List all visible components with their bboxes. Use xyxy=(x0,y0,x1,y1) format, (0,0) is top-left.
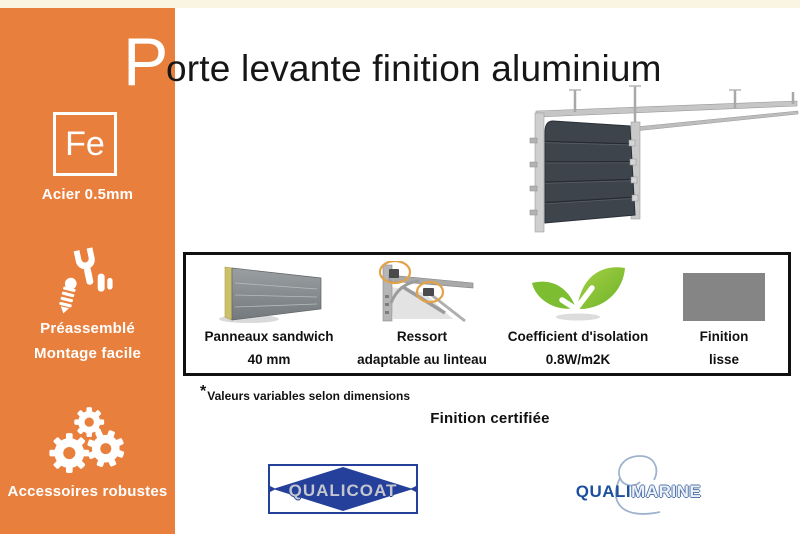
feature-label: Panneaux sandwich xyxy=(204,329,334,344)
qualimarine-label xyxy=(556,482,721,502)
feature-value: 0.8W/m2K xyxy=(545,352,611,367)
feature-value: adaptable au linteau xyxy=(357,352,487,367)
fe-symbol: Fe xyxy=(65,124,105,163)
fe-box xyxy=(53,112,117,176)
sandwich-panel-image xyxy=(209,261,329,325)
feature-value: 40 mm xyxy=(247,352,291,367)
footnote-text: Valeurs variables selon dimensions xyxy=(207,389,410,403)
accessories-label: Accessoires robustes xyxy=(7,483,168,500)
preassembled-label: Préassemblé xyxy=(40,320,135,337)
page-title-initial: P xyxy=(123,24,169,100)
wrench-icon xyxy=(52,246,118,321)
features-box xyxy=(183,252,791,376)
feature-finish xyxy=(668,255,780,373)
qualimarine-label-part2: MARINE xyxy=(631,482,702,501)
qualicoat-label: QUALICOAT xyxy=(288,481,398,500)
feature-sandwich-panel xyxy=(194,255,344,373)
top-strip xyxy=(0,0,800,8)
feature-spring xyxy=(346,255,498,373)
feature-label: Finition xyxy=(699,329,749,344)
gears-icon xyxy=(45,406,129,483)
finish-swatch xyxy=(683,261,765,325)
qualimarine-label-part1: QUALI xyxy=(575,482,632,501)
easy-assembly-label: Montage facile xyxy=(34,345,141,362)
spring-mechanism-image xyxy=(367,261,477,325)
footnote-asterisk: * xyxy=(200,383,207,400)
qualimarine-logo xyxy=(556,450,721,528)
feature-label: Coefficient d'isolation xyxy=(507,329,649,344)
feature-value: lisse xyxy=(708,352,740,367)
steel-label: Acier 0.5mm xyxy=(41,186,134,203)
feature-label: Ressort xyxy=(396,329,448,344)
leaf-icon xyxy=(526,261,630,325)
sectional-door-image xyxy=(485,80,800,250)
feature-insulation xyxy=(498,255,658,373)
certified-heading: Finition certifiée xyxy=(430,410,550,427)
qualicoat-logo xyxy=(268,464,418,514)
page-title: orte levante finition aluminium xyxy=(166,48,662,89)
footnote xyxy=(200,383,410,403)
